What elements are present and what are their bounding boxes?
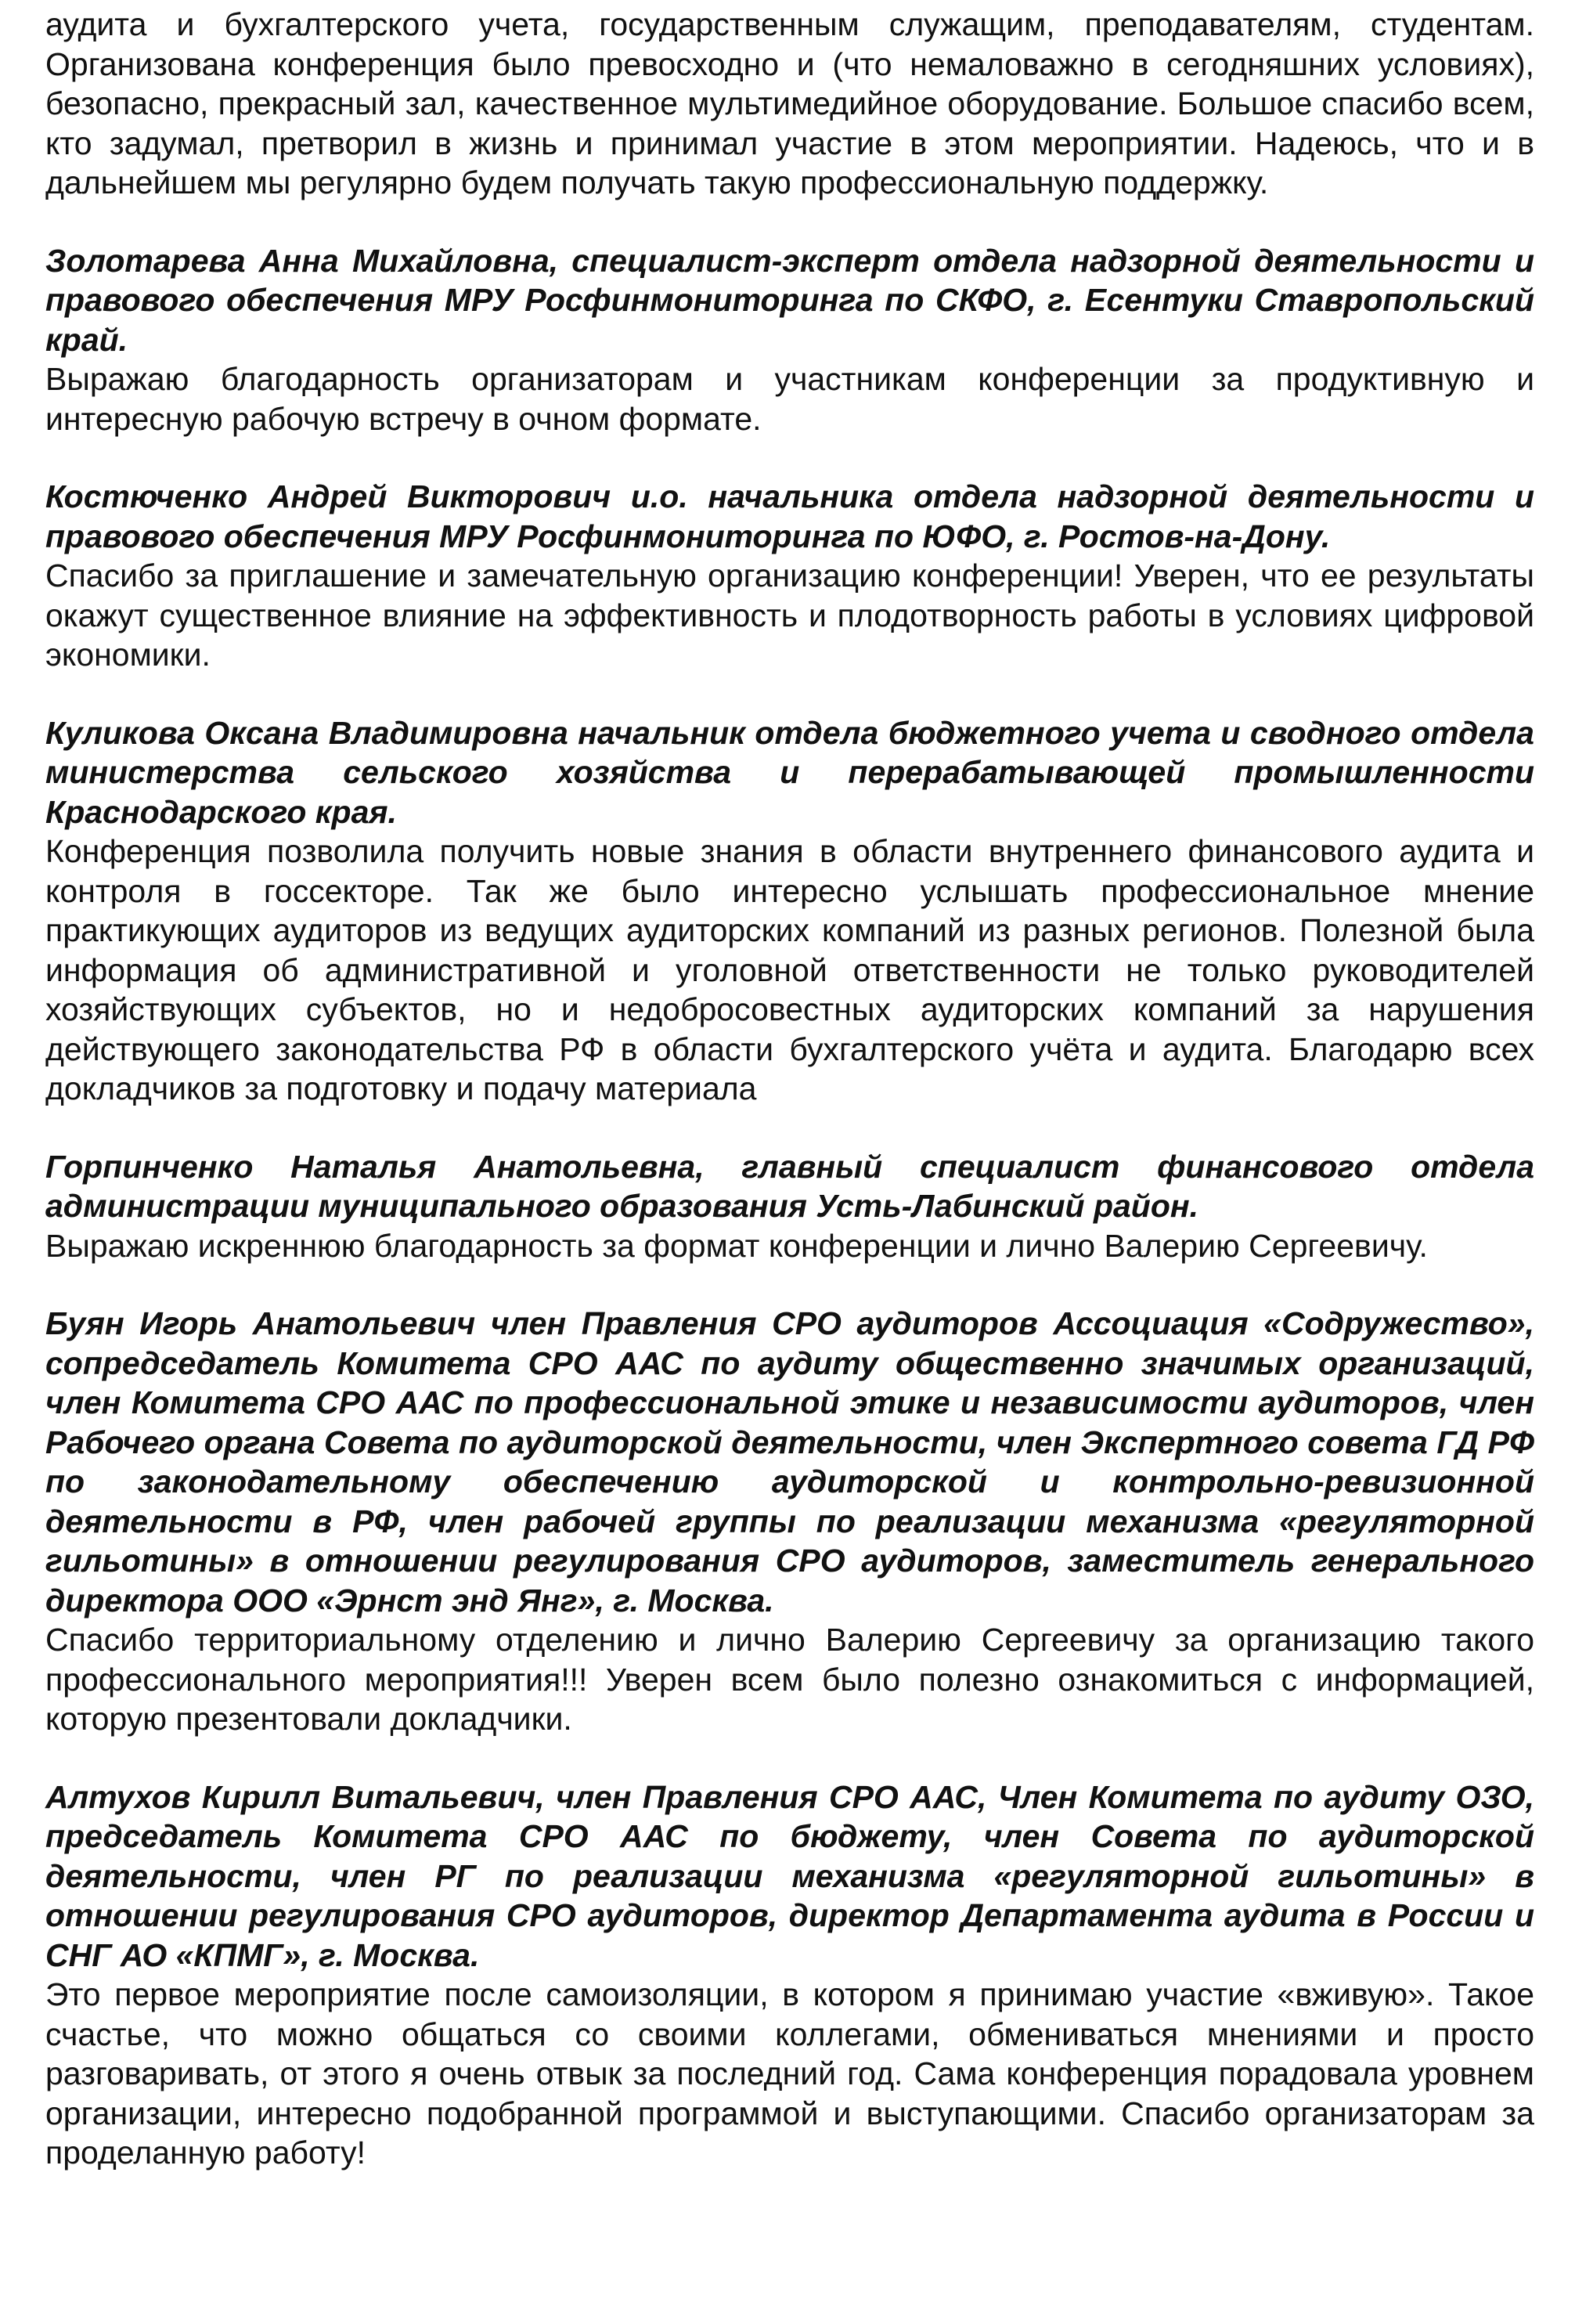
- reviewer-name: Золотарева Анна Михайловна, специалист-эксперт отдела надзорной деятельности и правового обеспечения МРУ Росфинмониторинга по СКФО, г. Есентуки Ставропольский край.: [45, 242, 1534, 358]
- reviewer-name: Костюченко Андрей Викторович и.о. начальника отдела надзорной деятельности и правового обеспечения МРУ Росфинмониторинга по ЮФО, г. Ростов-на-Дону.: [45, 478, 1534, 554]
- intro-paragraph: аудита и бухгалтерского учета, государственным служащим, преподавателям, студентам. Организована конференция было превосходно и (что немаловажно в сегодняшних условиях), безопасно, прекрасный зал, качественное мультимедийное оборудование. Большое спасибо всем, кто задумал, претворил в жизнь и принимал участие в этом мероприятии. Надеюсь, что и в дальнейшем мы регулярно будем получать такую профессиональную поддержку.: [45, 6, 1534, 200]
- reviewer-name: Куликова Оксана Владимировна начальник отдела бюджетного учета и сводного отдела министерства сельского хозяйства и перерабатывающей промышленности Краснодарского края.: [45, 714, 1534, 830]
- review-entry: [45, 1147, 1534, 1266]
- review-entry: [45, 713, 1534, 1109]
- document-page: [45, 5, 1534, 2173]
- review-entry: [45, 241, 1534, 439]
- review-entry: [45, 1777, 1534, 2173]
- reviewer-name: Буян Игорь Анатольевич член Правления СРО аудиторов Ассоциация «Содружество», сопредседатель Комитета СРО ААС по аудиту общественно значимых организаций, член Комитета СРО ААС по профессиональной этике и независимости аудиторов, член Рабочего органа Совета по аудиторской деятельности, член Экспертного совета ГД РФ по законодательному обеспечению аудиторской и контрольно-ревизионной деятельности в РФ, член рабочей группы по реализации механизма «регуляторной гильотины» в отношении регулирования СРО аудиторов, заместитель генерального директора ООО «Эрнст энд Янг», г. Москва.: [45, 1305, 1534, 1618]
- review-text: Спасибо за приглашение и замечательную организацию конференции! Уверен, что ее результаты окажут существенное влияние на эффективность и плодотворность работы в условиях цифровой экономики.: [45, 558, 1534, 673]
- review-entry: [45, 1304, 1534, 1739]
- review-text: Конференция позволила получить новые знания в области внутреннего финансового аудита и контроля в госсекторе. Так же было интересно услышать профессиональное мнение практикующих аудиторов из ведущих аудиторских компаний из разных регионов. Полезной была информация об административной и уголовной ответственности не только руководителей хозяйствующих субъектов, но и недобросовестных аудиторских компаний за нарушения действующего законодательства РФ в области бухгалтерского учёта и аудита. Благодарю всех докладчиков за подготовку и подачу материала: [45, 833, 1534, 1106]
- review-entry: [45, 477, 1534, 675]
- review-text: Спасибо территориальному отделению и лично Валерию Сергеевичу за организацию такого профессионального мероприятия!!! Уверен всем было полезно ознакомиться с информацией, которую презентовали докладчики.: [45, 1622, 1534, 1737]
- review-text: Выражаю искреннюю благодарность за формат конференции и лично Валерию Сергеевичу.: [45, 1227, 1428, 1264]
- review-text: Выражаю благодарность организаторам и участникам конференции за продуктивную и интересную рабочую встречу в очном формате.: [45, 361, 1534, 437]
- reviewer-name: Горпинченко Наталья Анатольевна, главный специалист финансового отдела администрации муниципального образования Усть-Лабинский район.: [45, 1148, 1534, 1224]
- reviewer-name: Алтухов Кирилл Витальевич, член Правления СРО ААС, Член Комитета по аудиту ОЗО, председатель Комитета СРО ААС по бюджету, член Совета по аудиторской деятельности, член РГ по реализации механизма «регуляторной гильотины» в отношении регулирования СРО аудиторов, директор Департамента аудита в России и СНГ АО «КПМГ», г. Москва.: [45, 1778, 1534, 1973]
- review-text: Это первое мероприятие после самоизоляции, в котором я принимаю участие «вживую». Такое счастье, что можно общаться со своими коллегами, обмениваться мнениями и просто разговаривать, от этого я очень отвык за последний год. Сама конференция порадовала уровнем организации, интересно подобранной программой и выступающими. Спасибо организаторам за проделанную работу!: [45, 1976, 1534, 2171]
